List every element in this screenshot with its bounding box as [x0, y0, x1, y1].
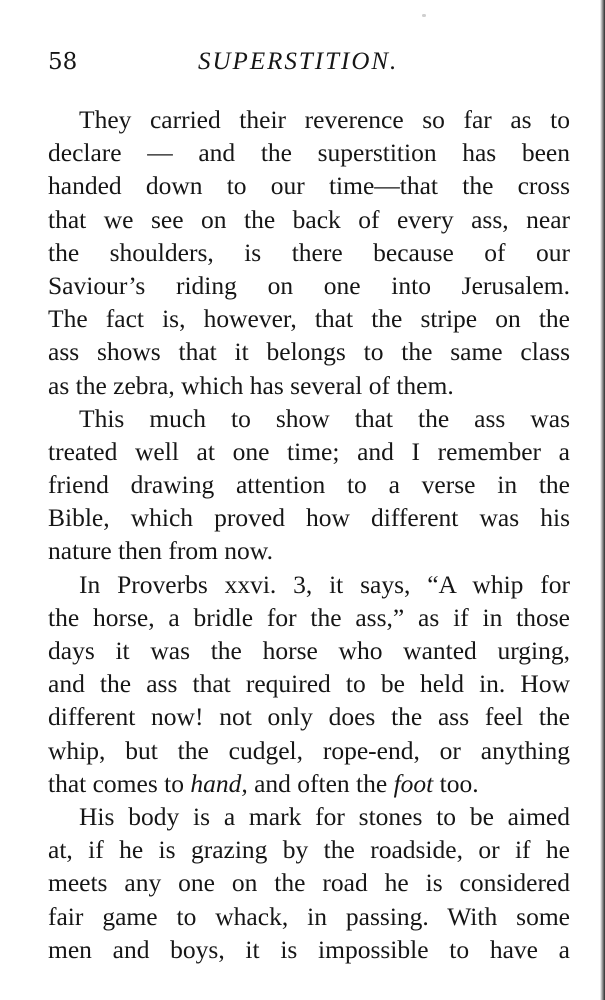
- italic-word-foot: foot: [393, 768, 434, 798]
- text-line: fair game to whack, in passing. With some: [48, 901, 570, 931]
- text-line: at, if he is grazing by the roadside, or if he: [48, 835, 570, 865]
- text-line: Saviour’s riding on one into Jerusalem.: [48, 270, 570, 300]
- text-line: meets any one on the road he is considered: [48, 868, 570, 898]
- text-line: and the ass that required to be held in. How: [48, 669, 570, 699]
- paragraph-4: [48, 800, 570, 966]
- text-line: days it was the horse who wanted urging,: [48, 636, 570, 665]
- running-title: SUPERSTITION.: [198, 48, 399, 75]
- text-line: nature then from now.: [48, 536, 273, 566]
- text-line: the shoulders, is there because of our: [48, 237, 570, 267]
- paragraph-1: [48, 103, 570, 402]
- text-line: the horse, a bridle for the ass,” as if in those: [48, 602, 570, 632]
- text-line-mixed: [48, 767, 570, 800]
- page-number: 58: [48, 49, 78, 75]
- text-line: that we see on the back of every ass, near: [48, 204, 570, 234]
- text-line: declare — and the superstition has been: [48, 138, 570, 168]
- text-line: whip, but the cudgel, rope-end, or anything: [48, 735, 570, 765]
- text-line: This much to show that the ass was: [79, 403, 570, 433]
- text-line: treated well at one time; and I remember a: [48, 436, 570, 466]
- text-line: In Proverbs xxvi. 3, it says, “A whip for: [79, 569, 570, 599]
- text-line: Bible, which proved how different was his: [48, 503, 570, 533]
- text-line: The fact is, however, that the stripe on the: [48, 304, 570, 334]
- text-run: and often the: [247, 768, 394, 798]
- body-text: [48, 103, 570, 966]
- text-line: as the zebra, which has several of them.: [48, 370, 454, 400]
- text-line: different now! not only does the ass feel the: [48, 702, 570, 732]
- text-line: ass shows that it belongs to the same class: [48, 337, 570, 367]
- scan-speck: [422, 14, 426, 17]
- paragraph-3: [48, 568, 570, 800]
- italic-word-hand: hand,: [190, 768, 248, 798]
- text-run: that comes to: [48, 768, 191, 798]
- paragraph-2: [48, 402, 570, 568]
- text-line: men and boys, it is impossible to have a: [48, 934, 570, 964]
- text-run: too.: [433, 768, 479, 798]
- text-line: friend drawing attention to a verse in the: [48, 470, 570, 500]
- text-line: They carried their reverence so far as to: [79, 105, 570, 134]
- scan-edge-shadow: [600, 0, 605, 1000]
- page-header: [48, 44, 570, 80]
- text-line: handed down to our time—that the cross: [48, 171, 570, 201]
- text-line: His body is a mark for stones to be aimed: [79, 801, 570, 831]
